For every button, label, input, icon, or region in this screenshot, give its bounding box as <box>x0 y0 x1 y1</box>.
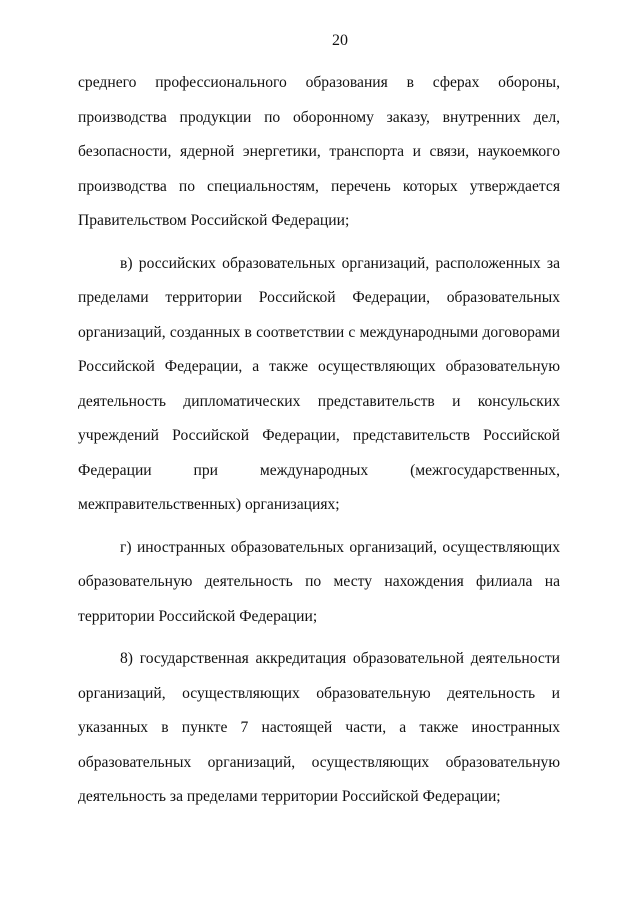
text-line: организаций, созданных в соответствии с международными договорами <box>78 323 560 341</box>
text-line: межправительственных) организациях; <box>78 496 340 513</box>
document-body <box>78 66 560 823</box>
text-line: образовательную деятельность по месту нахождения филиала на <box>78 573 560 590</box>
text-line: Российской Федерации, а также осуществляющих образовательную <box>78 358 560 375</box>
text-line: производства продукции по оборонному заказу, внутренних дел, <box>78 108 560 126</box>
paragraph-item-g <box>78 531 560 635</box>
text-line: г) иностранных образовательных организаций, осуществляющих <box>120 538 560 556</box>
text-line: территории Российской Федерации; <box>78 607 318 625</box>
text-line: указанных в пункте 7 настоящей части, а также иностранных <box>78 719 560 736</box>
paragraph-item-v <box>78 247 560 523</box>
text-line: среднего профессионального образования в сферах обороны, <box>78 74 560 91</box>
text-line: в) российских образовательных организаций, расположенных за <box>120 254 560 272</box>
page-number: 20 <box>332 32 348 49</box>
paragraph-continuation <box>78 66 560 239</box>
paragraph-item-8 <box>78 642 560 815</box>
text-line: деятельность за пределами территории Российской Федерации; <box>78 788 501 805</box>
text-line: учреждений Российской Федерации, представительств Российской <box>78 427 560 444</box>
text-line: пределами территории Российской Федерации, образовательных <box>78 289 560 306</box>
text-line: деятельность дипломатических представительств и консульских <box>78 392 560 410</box>
text-line: Федерации при международных (межгосударственных, <box>78 461 560 479</box>
text-line: производства по специальностям, перечень которых утверждается <box>78 177 560 195</box>
text-line: 8) государственная аккредитация образовательной деятельности <box>120 650 560 667</box>
text-line: безопасности, ядерной энергетики, транспорта и связи, наукоемкого <box>78 143 560 160</box>
text-line: образовательных организаций, осуществляющих образовательную <box>78 753 560 771</box>
text-line: Правительством Российской Федерации; <box>78 212 350 229</box>
text-line: организаций, осуществляющих образовательную деятельность и <box>78 684 560 702</box>
